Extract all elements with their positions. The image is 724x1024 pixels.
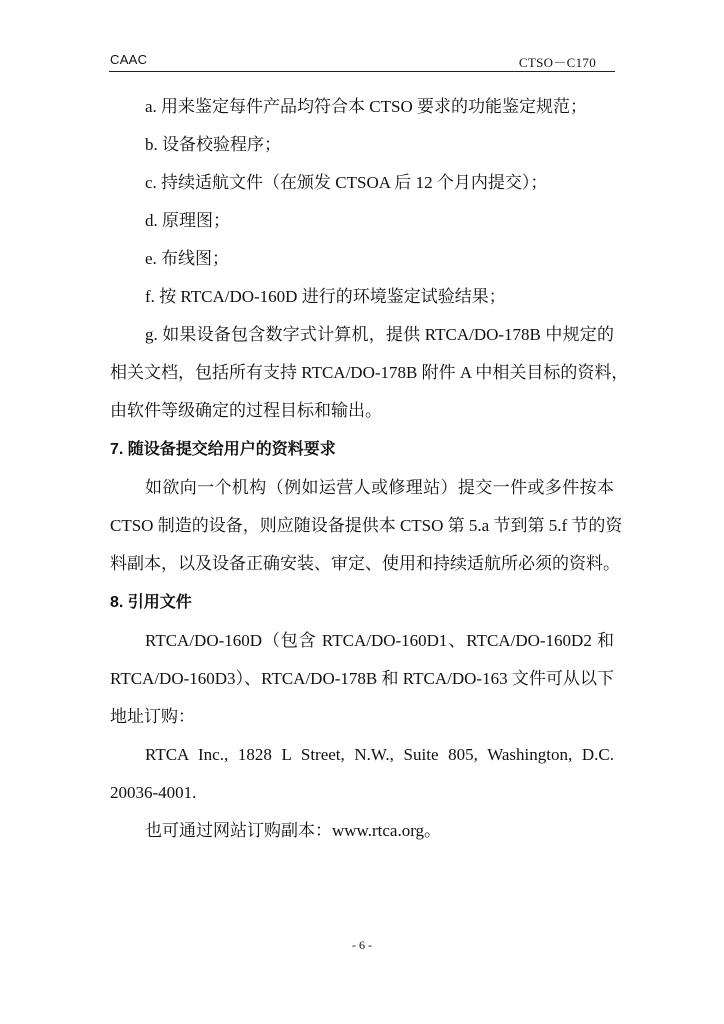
list-item-f: f. 按 RTCA/DO-160D 进行的环境鉴定试验结果；: [145, 287, 506, 306]
list-item-g-line1: g. 如果设备包含数字式计算机，提供 RTCA/DO-178B 中规定的: [145, 325, 614, 344]
list-item-c: c. 持续适航文件（在颁发 CTSOA 后 12 个月内提交）；: [145, 173, 548, 192]
list-item-b: b. 设备校验程序；: [145, 135, 281, 154]
section-7-heading: 7. 随设备提交给用户的资料要求: [110, 441, 336, 458]
section-8-heading: 8. 引用文件: [110, 594, 192, 611]
address-line2: 20036-4001.: [110, 783, 197, 802]
section-7-line3: 料副本，以及设备正确安装、审定、使用和持续适航所必须的资料。: [110, 554, 620, 573]
section-8-line1: RTCA/DO-160D（包含 RTCA/DO-160D1、RTCA/DO-160D2 和: [145, 631, 614, 650]
list-item-g-line3: 由软件等级确定的过程目标和输出。: [110, 401, 382, 420]
list-item-g-line2: 相关文档，包括所有支持 RTCA/DO-178B 附件 A 中相关目标的资料，: [110, 363, 629, 382]
list-item-e: e. 布线图；: [145, 249, 230, 268]
list-item-a: a. 用来鉴定每件产品均符合本 CTSO 要求的功能鉴定规范；: [145, 97, 587, 116]
page-number: - 6 -: [352, 938, 372, 952]
header-org: CAAC: [110, 52, 148, 67]
section-8-line3: 地址订购：: [110, 707, 195, 726]
section-7-line2: CTSO 制造的设备，则应随设备提供本 CTSO 第 5.a 节到第 5.f 节的资: [110, 516, 623, 535]
header-doc-id: CTSO－C170: [518, 55, 596, 70]
list-item-d: d. 原理图；: [145, 211, 230, 230]
website-line: 也可通过网站订购副本：www.rtca.org。: [145, 821, 442, 840]
address-line1: RTCA Inc., 1828 L Street, N.W., Suite 805, Washington, D.C.: [145, 745, 614, 764]
header-rule: [109, 71, 615, 72]
section-7-line1: 如欲向一个机构（例如运营人或修理站）提交一件或多件按本: [145, 478, 614, 497]
section-8-line2: RTCA/DO-160D3）、RTCA/DO-178B 和 RTCA/DO-163 文件可从以下: [110, 669, 614, 688]
